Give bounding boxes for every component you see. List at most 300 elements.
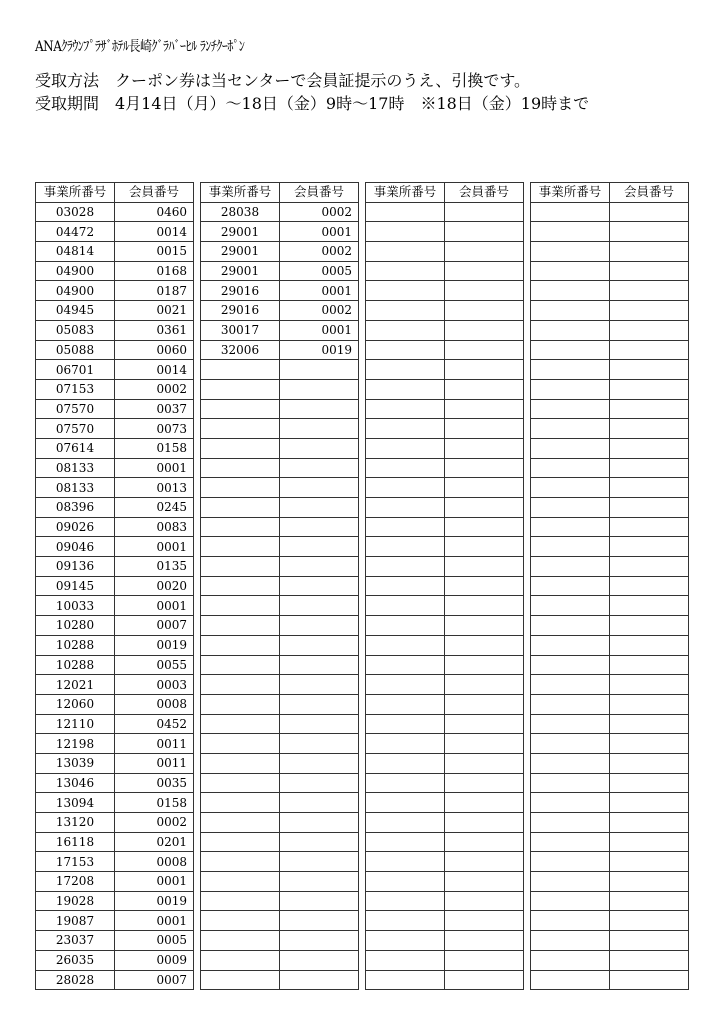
member-number-cell: 0001 [115,596,194,616]
table-row [366,872,524,892]
office-number-cell [531,891,610,911]
office-number-cell [201,852,280,872]
table-row [201,537,359,557]
office-number-header: 事業所番号 [36,183,115,203]
table-row [201,813,359,833]
office-number-cell [201,970,280,990]
office-number-cell [201,438,280,458]
table-row [531,773,689,793]
member-number-header: 会員番号 [445,183,524,203]
table-row [36,852,194,872]
office-number-cell [531,576,610,596]
member-number-cell [280,911,359,931]
table-row [36,773,194,793]
table-row [36,340,194,360]
member-number-cell [280,793,359,813]
table-row [531,714,689,734]
table-row [36,753,194,773]
office-number-cell [531,419,610,439]
office-number-cell: 07570 [36,399,115,419]
office-number-cell [531,281,610,301]
office-number-cell [201,734,280,754]
office-number-cell: 32006 [201,340,280,360]
table-row [201,675,359,695]
member-number-cell: 0019 [115,891,194,911]
table-row [201,478,359,498]
table-row [36,438,194,458]
office-number-cell [366,734,445,754]
member-number-cell [445,202,524,222]
coupon-table-2 [200,182,359,990]
office-number-cell [531,675,610,695]
office-number-cell [531,734,610,754]
office-number-cell: 09026 [36,517,115,537]
member-number-cell [445,832,524,852]
office-number-cell [531,931,610,951]
table-row [531,517,689,537]
table-row [36,242,194,262]
member-number-cell: 0001 [115,911,194,931]
table-row [531,399,689,419]
member-number-cell [280,832,359,852]
table-row [201,655,359,675]
office-number-cell: 04472 [36,222,115,242]
office-number-cell: 13094 [36,793,115,813]
member-number-cell: 0002 [115,813,194,833]
member-number-header: 会員番号 [280,183,359,203]
table-row [36,399,194,419]
member-number-cell [445,655,524,675]
office-number-cell: 08133 [36,478,115,498]
member-number-cell [445,694,524,714]
office-number-cell [531,399,610,419]
member-number-cell [445,301,524,321]
office-number-cell: 19028 [36,891,115,911]
member-number-cell [445,852,524,872]
table-row [201,872,359,892]
office-number-cell [531,557,610,577]
office-number-cell [531,616,610,636]
table-row [36,281,194,301]
table-row [201,498,359,518]
office-number-cell [366,320,445,340]
member-number-cell [610,911,689,931]
office-number-cell [366,596,445,616]
office-number-cell: 08133 [36,458,115,478]
office-number-cell: 09145 [36,576,115,596]
office-number-cell: 09046 [36,537,115,557]
office-number-cell [366,242,445,262]
table-row [366,734,524,754]
member-number-cell [280,419,359,439]
member-number-header: 会員番号 [610,183,689,203]
coupon-table-3 [365,182,524,990]
office-number-cell [201,478,280,498]
office-number-cell [201,360,280,380]
office-number-cell [531,872,610,892]
member-number-cell: 0011 [115,753,194,773]
office-number-cell: 06701 [36,360,115,380]
table-row [531,635,689,655]
table-row [531,419,689,439]
member-number-cell [445,734,524,754]
member-number-cell [610,753,689,773]
office-number-cell [531,379,610,399]
office-number-cell [531,222,610,242]
member-number-cell [610,773,689,793]
office-number-cell: 10288 [36,635,115,655]
office-number-cell [531,753,610,773]
member-number-cell [280,852,359,872]
table-row [36,379,194,399]
member-number-cell: 0019 [115,635,194,655]
member-number-cell [610,832,689,852]
member-number-cell: 0060 [115,340,194,360]
office-number-cell: 03028 [36,202,115,222]
table-row [36,576,194,596]
office-number-cell [531,438,610,458]
office-number-cell [366,576,445,596]
table-row [36,301,194,321]
office-number-cell [366,517,445,537]
member-number-cell: 0245 [115,498,194,518]
office-number-cell [531,340,610,360]
office-number-cell [201,379,280,399]
office-number-cell [531,773,610,793]
office-number-cell: 12198 [36,734,115,754]
office-number-cell [201,596,280,616]
table-row [366,478,524,498]
office-number-cell [366,773,445,793]
office-number-cell [531,261,610,281]
office-number-cell [366,950,445,970]
table-row [531,202,689,222]
member-number-cell [445,596,524,616]
member-number-cell: 0019 [280,340,359,360]
office-number-cell [531,360,610,380]
member-number-cell [280,931,359,951]
member-number-cell [610,419,689,439]
member-number-cell [610,734,689,754]
table-row [201,281,359,301]
member-number-cell [445,498,524,518]
member-number-cell: 0001 [280,222,359,242]
table-row [531,301,689,321]
office-number-cell [531,832,610,852]
table-row [366,793,524,813]
office-number-cell [366,202,445,222]
member-number-cell [445,399,524,419]
member-number-cell: 0001 [115,537,194,557]
member-number-cell: 0013 [115,478,194,498]
table-row [366,635,524,655]
office-number-cell: 29016 [201,301,280,321]
table-row [531,242,689,262]
table-row [531,320,689,340]
table-row [531,498,689,518]
member-number-cell [610,202,689,222]
office-number-cell: 07570 [36,419,115,439]
table-row [366,931,524,951]
office-number-header: 事業所番号 [201,183,280,203]
table-row [531,813,689,833]
office-number-cell: 16118 [36,832,115,852]
table-row [531,222,689,242]
office-number-cell [366,793,445,813]
member-number-cell [610,635,689,655]
member-number-cell: 0002 [280,242,359,262]
table-row [36,694,194,714]
member-number-cell [610,793,689,813]
member-number-cell [610,222,689,242]
table-row [201,635,359,655]
office-number-cell [366,813,445,833]
table-row [36,911,194,931]
table-row [366,714,524,734]
member-number-cell [445,242,524,262]
office-number-cell [531,714,610,734]
member-number-cell: 0001 [115,872,194,892]
member-number-cell [445,714,524,734]
table-row [531,753,689,773]
office-number-cell [531,852,610,872]
member-number-cell [280,891,359,911]
office-number-cell: 28038 [201,202,280,222]
table-row [201,734,359,754]
member-number-cell [445,320,524,340]
member-number-cell [280,616,359,636]
office-number-cell: 04900 [36,261,115,281]
table-row [366,557,524,577]
table-row [36,891,194,911]
table-row [531,675,689,695]
office-number-cell [201,576,280,596]
member-number-cell: 0008 [115,694,194,714]
table-row [201,970,359,990]
table-row [36,517,194,537]
member-number-cell [280,458,359,478]
member-number-cell: 0452 [115,714,194,734]
member-number-cell [280,596,359,616]
member-number-cell: 0001 [115,458,194,478]
office-number-cell [366,753,445,773]
office-number-cell [201,498,280,518]
member-number-cell [445,281,524,301]
table-row [366,675,524,695]
office-number-cell: 10280 [36,616,115,636]
member-number-cell: 0168 [115,261,194,281]
table-row [366,694,524,714]
office-number-cell [531,517,610,537]
member-number-cell [610,340,689,360]
member-number-cell: 0003 [115,675,194,695]
table-row [201,616,359,636]
table-row [531,970,689,990]
table-row [531,360,689,380]
member-number-cell [280,773,359,793]
member-number-cell [610,517,689,537]
office-number-cell [531,911,610,931]
table-row [201,360,359,380]
table-row [366,281,524,301]
table-row [201,694,359,714]
table-row [531,261,689,281]
office-number-cell [366,616,445,636]
table-row [531,931,689,951]
table-row [531,655,689,675]
office-number-cell [366,832,445,852]
table-header-row [36,183,194,203]
office-number-cell [201,616,280,636]
member-number-cell [610,320,689,340]
table-row [531,281,689,301]
table-row [366,320,524,340]
office-number-cell [366,340,445,360]
office-number-cell: 12110 [36,714,115,734]
member-number-cell [280,655,359,675]
office-number-cell [201,655,280,675]
office-number-cell [201,537,280,557]
table-row [36,635,194,655]
member-number-cell [610,675,689,695]
office-number-cell [531,202,610,222]
member-number-cell: 0037 [115,399,194,419]
table-row [36,734,194,754]
member-number-cell: 0007 [115,970,194,990]
table-row [531,852,689,872]
member-number-cell [610,379,689,399]
table-row [201,320,359,340]
member-number-cell [445,557,524,577]
office-number-cell [366,399,445,419]
table-row [201,793,359,813]
office-number-cell [531,655,610,675]
office-number-cell [531,694,610,714]
office-number-cell [531,950,610,970]
office-number-cell [201,675,280,695]
table-row [531,537,689,557]
table-row [531,557,689,577]
table-row [36,360,194,380]
member-number-cell [445,478,524,498]
member-number-cell: 0021 [115,301,194,321]
office-number-cell [201,399,280,419]
table-row [366,379,524,399]
member-number-cell: 0158 [115,438,194,458]
member-number-cell: 0201 [115,832,194,852]
office-number-cell: 05083 [36,320,115,340]
table-row [36,872,194,892]
member-number-cell [280,694,359,714]
office-number-cell: 04814 [36,242,115,262]
coupon-table-4 [530,182,689,990]
member-number-cell [445,891,524,911]
member-number-cell [280,950,359,970]
table-row [201,242,359,262]
office-number-cell [366,438,445,458]
office-number-cell [531,537,610,557]
member-number-cell [280,813,359,833]
office-number-cell: 26035 [36,950,115,970]
table-row [36,320,194,340]
table-row [36,950,194,970]
table-row [531,734,689,754]
member-number-cell [610,813,689,833]
member-number-cell [445,379,524,399]
office-number-cell: 29001 [201,261,280,281]
office-number-cell [201,872,280,892]
table-row [366,832,524,852]
office-number-cell: 04945 [36,301,115,321]
member-number-cell: 0008 [115,852,194,872]
office-number-cell [531,970,610,990]
member-number-cell [610,399,689,419]
office-number-cell [201,753,280,773]
member-number-cell [280,576,359,596]
table-row [36,616,194,636]
table-row [531,616,689,636]
office-number-cell [531,320,610,340]
member-number-cell [280,675,359,695]
member-number-cell [610,852,689,872]
member-number-cell [445,635,524,655]
office-number-cell: 10288 [36,655,115,675]
member-number-cell [610,576,689,596]
member-number-cell [280,734,359,754]
office-number-cell [201,911,280,931]
table-row [201,301,359,321]
table-row [366,261,524,281]
table-row [366,911,524,931]
office-number-cell [366,891,445,911]
table-row [531,832,689,852]
member-number-cell: 0187 [115,281,194,301]
table-row [36,596,194,616]
member-number-cell: 0005 [280,261,359,281]
office-number-cell [201,458,280,478]
member-number-cell [610,478,689,498]
member-number-cell [280,360,359,380]
member-number-cell: 0014 [115,360,194,380]
member-number-cell [445,872,524,892]
table-row [531,340,689,360]
member-number-cell [445,911,524,931]
office-number-cell: 05088 [36,340,115,360]
member-number-cell [445,813,524,833]
member-number-cell [445,793,524,813]
office-number-cell [366,675,445,695]
table-row [201,773,359,793]
office-number-cell: 12060 [36,694,115,714]
office-number-cell: 12021 [36,675,115,695]
table-row [201,832,359,852]
office-number-cell: 13039 [36,753,115,773]
table-row [36,222,194,242]
table-row [531,911,689,931]
table-row [366,970,524,990]
office-number-cell: 19087 [36,911,115,931]
table-row [36,832,194,852]
member-number-cell [610,872,689,892]
office-number-cell [366,635,445,655]
member-number-cell: 0135 [115,557,194,577]
table-row [36,931,194,951]
office-number-cell [201,419,280,439]
member-number-cell [610,438,689,458]
member-number-header: 会員番号 [115,183,194,203]
office-number-cell [201,694,280,714]
member-number-cell [610,242,689,262]
